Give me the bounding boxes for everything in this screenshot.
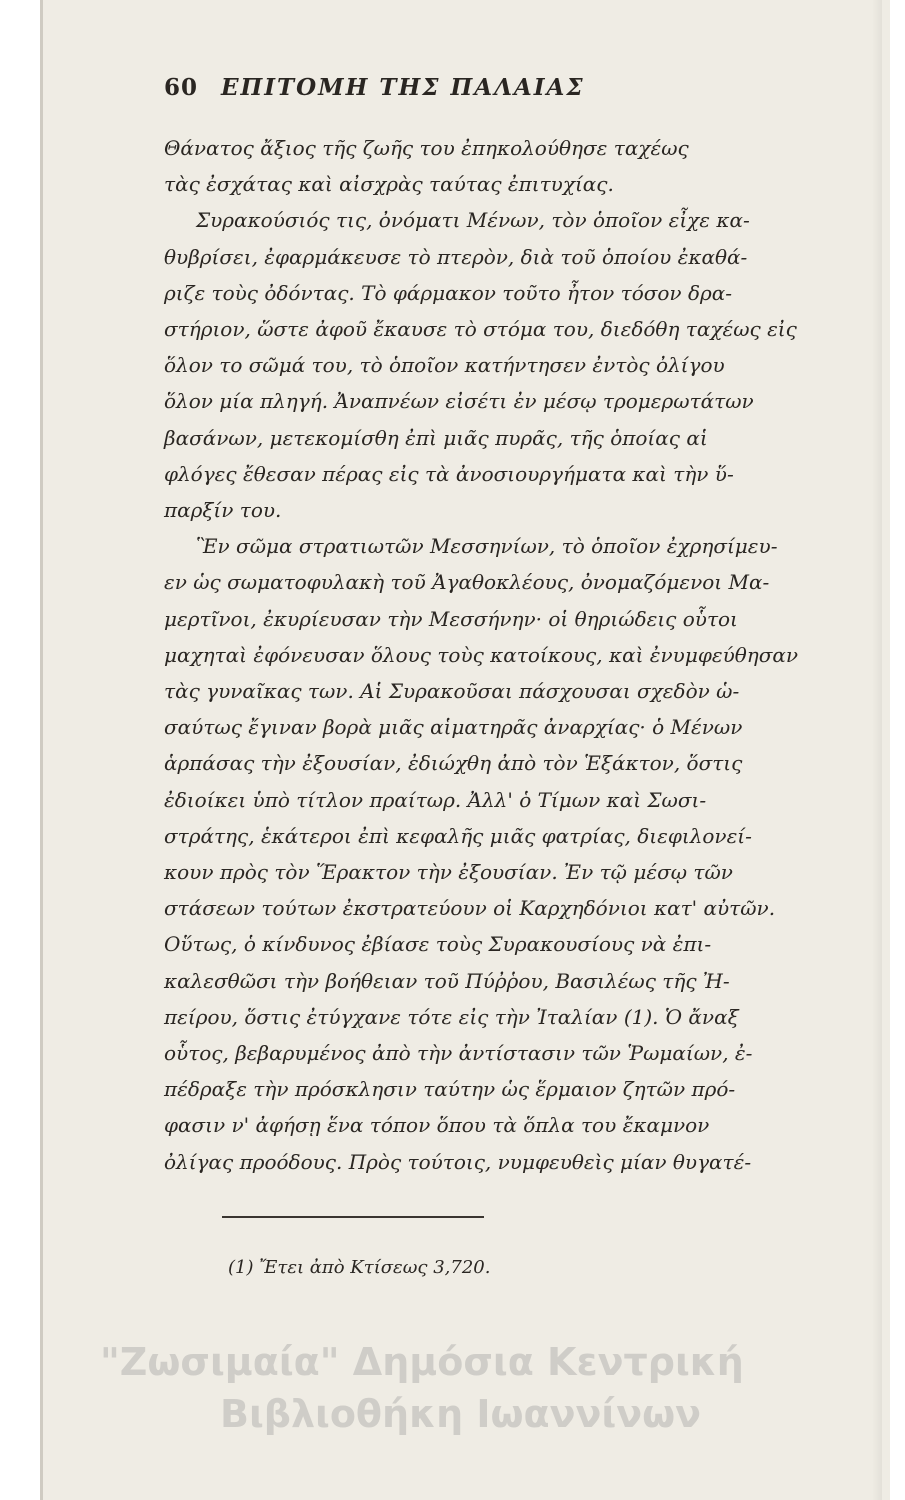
text-line: τὰς γυναῖκας των. Αἱ Συρακοῦσαι πάσχουσαι σχεδὸν ὡ- — [164, 679, 740, 703]
text-line: στράτης, ἑκάτεροι ἐπὶ κεφαλῆς μιᾶς φατρίας, διεφιλονεί- — [164, 824, 752, 848]
text-line: ὀλίγας προόδους. Πρὸς τούτοις, νυμφευθεὶς μίαν θυγατέ- — [164, 1150, 752, 1174]
text-line: κουν πρὸς τὸν Ἕρακτον τὴν ἐξουσίαν. Ἐν τῷ μέσῳ τῶν — [164, 860, 733, 884]
running-head — [164, 74, 764, 110]
text-line: θυβρίσει, ἐφαρμάκευσε τὸ πτερὸν, διὰ τοῦ ὁποίου ἐκαθά- — [164, 245, 748, 269]
text-line: Ἓν σῶμα στρατιωτῶν Μεσσηνίων, τὸ ὁποῖον ἐχρησίμευ- — [196, 534, 778, 558]
text-line: πείρου, ὅστις ἐτύγχανε τότε εἰς τὴν Ἰταλίαν (1). Ὁ ἄναξ — [164, 1005, 739, 1029]
text-line: ἐδιοίκει ὑπὸ τίτλον πραίτωρ. Ἀλλ' ὁ Τίμων καὶ Σωσι- — [164, 788, 707, 812]
page-edge-shadow — [872, 0, 882, 1500]
text-line: τὰς ἐσχάτας καὶ αἰσχρὰς ταύτας ἐπιτυχίας. — [164, 172, 614, 196]
footnote-rule — [222, 1216, 484, 1218]
text-line: ἁρπάσας τὴν ἐξουσίαν, ἐδιώχθη ἀπὸ τὸν Ἑξάκτον, ὅστις — [164, 751, 743, 775]
text-line: στήριον, ὥστε ἀφοῦ ἔκαυσε τὸ στόμα του, διεδόθη ταχέως εἰς — [164, 317, 797, 341]
text-line: πέδραξε τὴν πρόσκλησιν ταύτην ὡς ἕρμαιον ζητῶν πρό- — [164, 1077, 736, 1101]
text-line: Θάνατος ἄξιος τῆς ζωῆς του ἐπηκολούθησε ταχέως — [164, 136, 689, 160]
page-number: 60 — [164, 74, 199, 101]
text-line: εν ὡς σωματοφυλακὴ τοῦ Ἀγαθοκλέους, ὀνομαζόμενοι Μα- — [164, 570, 770, 594]
text-line: Οὕτως, ὁ κίνδυνος ἐβίασε τοὺς Συρακουσίους νὰ ἐπι- — [164, 932, 712, 956]
watermark-line-1: "Ζωσιμαία" Δημόσια Κεντρική — [100, 1340, 744, 1384]
text-line: παρξίν του. — [164, 498, 282, 522]
watermark-line-2: Βιβλιοθήκη Ιωαννίνων — [220, 1392, 702, 1436]
text-line: σαύτως ἔγιναν βορὰ μιᾶς αἱματηρᾶς ἀναρχίας· ὁ Μένων — [164, 715, 743, 739]
text-line: στάσεων τούτων ἐκστρατεύουν οἱ Καρχηδόνιοι κατ' αὐτῶν. — [164, 896, 776, 920]
running-title: ΕΠΙΤΟΜΗ ΤΗΣ ΠΑΛΑΙΑΣ — [221, 74, 585, 101]
text-line: οὗτος, βεβαρυμένος ἀπὸ τὴν ἀντίστασιν τῶν Ῥωμαίων, ἐ- — [164, 1041, 753, 1065]
text-line: ριζε τοὺς ὀδόντας. Τὸ φάρμακον τοῦτο ἦτον τόσον δρα- — [164, 281, 733, 305]
footnote: (1) Ἔτει ἀπὸ Κτίσεως 3,720. — [228, 1257, 491, 1278]
text-line: καλεσθῶσι τὴν βοήθειαν τοῦ Πύῤῥου, Βασιλέως τῆς Ἠ- — [164, 969, 730, 993]
text-line: μαχηταὶ ἐφόνευσαν ὅλους τοὺς κατοίκους, καὶ ἐνυμφεύθησαν — [164, 643, 799, 667]
text-line: μερτῖνοι, ἐκυρίευσαν τὴν Μεσσήνην· οἱ θηριώδεις οὗτοι — [164, 607, 738, 631]
text-line: Συρακούσιός τις, ὀνόματι Μένων, τὸν ὁποῖον εἶχε κα- — [196, 208, 750, 232]
text-line: ὅλον το σῶμά του, τὸ ὁποῖον κατήντησεν ἐντὸς ὀλίγου — [164, 353, 725, 377]
text-line: φλόγες ἔθεσαν πέρας εἰς τὰ ἀνοσιουργήματα καὶ τὴν ὕ- — [164, 462, 734, 486]
text-line: ὅλον μία πληγή. Ἀναπνέων εἰσέτι ἐν μέσῳ τρομερωτάτων — [164, 389, 754, 413]
text-line: βασάνων, μετεκομίσθη ἐπὶ μιᾶς πυρᾶς, τῆς ὁποίας αἱ — [164, 426, 708, 450]
text-line: φασιν ν' ἀφήσῃ ἕνα τόπον ὅπου τὰ ὅπλα του ἔκαμνον — [164, 1113, 710, 1137]
